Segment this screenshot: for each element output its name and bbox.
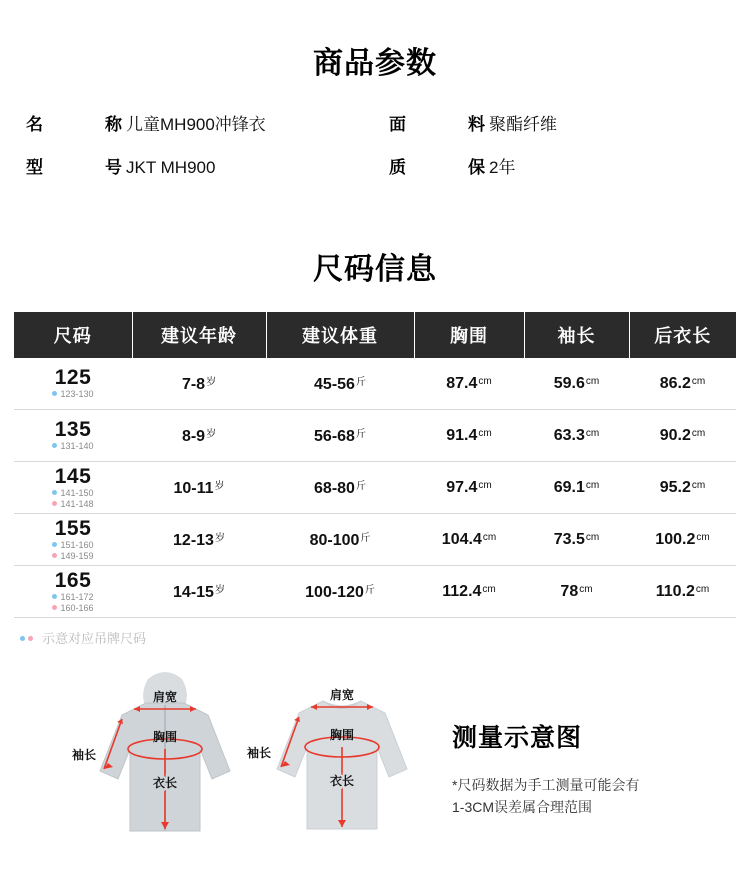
th-age: 建议年龄 bbox=[132, 312, 266, 358]
chest-value: 97.4 bbox=[446, 478, 478, 496]
dot-pink-icon bbox=[28, 636, 33, 641]
size-value: 155 bbox=[54, 517, 92, 541]
size-tag-pink bbox=[15, 552, 131, 561]
svg-text:衣长: 衣长 bbox=[329, 774, 355, 788]
weight-unit: 斤 bbox=[364, 585, 375, 596]
chest-unit: cm bbox=[478, 427, 492, 439]
size-value: 125 bbox=[54, 366, 92, 390]
svg-text:袖长: 袖长 bbox=[72, 748, 97, 762]
dot-blue-icon bbox=[52, 391, 57, 396]
age-unit: 岁 bbox=[214, 585, 225, 596]
legend-text: 示意对应吊牌尺码 bbox=[42, 631, 147, 646]
param-label-char-b: 称 bbox=[105, 115, 122, 134]
measure-note-line2: 1-3CM误差属合理范围 bbox=[452, 798, 593, 815]
length-unit: cm bbox=[691, 427, 706, 439]
length-value: 86.2 bbox=[659, 374, 691, 392]
th-length: 后衣长 bbox=[629, 312, 736, 358]
size-value: 135 bbox=[54, 418, 92, 442]
cell-weight bbox=[266, 358, 414, 410]
table-header-row bbox=[14, 312, 736, 358]
size-tag-blue bbox=[15, 489, 131, 498]
size-value: 145 bbox=[54, 465, 92, 489]
length-unit: cm bbox=[691, 375, 706, 387]
cell-length bbox=[629, 566, 736, 618]
cell-length bbox=[629, 514, 736, 566]
measure-note bbox=[452, 775, 732, 818]
size-tag-blue bbox=[15, 593, 131, 602]
weight-value: 45-56 bbox=[314, 376, 355, 393]
param-value-model: JKT MH900 bbox=[126, 158, 216, 177]
svg-text:衣长: 衣长 bbox=[152, 776, 178, 790]
param-value-material: 聚酯纤维 bbox=[489, 115, 557, 134]
jacket-figure bbox=[60, 663, 270, 853]
length-value: 110.2 bbox=[655, 582, 695, 600]
dot-blue-icon bbox=[52, 542, 57, 547]
cell-length bbox=[629, 410, 736, 462]
size-tag-pink-text: 149-159 bbox=[60, 550, 94, 561]
sleeve-unit: cm bbox=[585, 427, 600, 439]
sleeve-unit: cm bbox=[585, 531, 600, 543]
chest-value: 91.4 bbox=[446, 426, 478, 444]
th-weight: 建议体重 bbox=[266, 312, 414, 358]
legend-dots bbox=[20, 630, 36, 645]
weight-unit: 斤 bbox=[360, 533, 371, 544]
params-block bbox=[0, 110, 750, 178]
length-unit: cm bbox=[695, 583, 710, 595]
param-label-warranty bbox=[389, 153, 485, 178]
table-row bbox=[14, 566, 736, 618]
age-value: 10-11 bbox=[173, 480, 214, 497]
param-row bbox=[26, 110, 724, 135]
cell-chest bbox=[414, 462, 524, 514]
param-cell-name bbox=[26, 110, 361, 135]
dot-pink-icon bbox=[52, 605, 57, 610]
dot-blue-icon bbox=[52, 490, 57, 495]
svg-text:肩宽: 肩宽 bbox=[329, 688, 355, 702]
size-tag-legend bbox=[0, 618, 750, 647]
sleeve-value: 78 bbox=[560, 582, 579, 600]
cell-sleeve bbox=[524, 358, 629, 410]
cell-chest bbox=[414, 566, 524, 618]
param-label-char-c: 质 bbox=[389, 158, 406, 177]
param-label-char-c: 面 bbox=[389, 115, 406, 134]
length-unit: cm bbox=[691, 479, 706, 491]
page-title-params: 商品参数 bbox=[313, 47, 437, 80]
measurement-diagram bbox=[0, 655, 750, 865]
page-title-size: 尺码信息 bbox=[313, 253, 437, 286]
dot-pink-icon bbox=[52, 501, 57, 506]
param-label-material bbox=[389, 110, 485, 135]
size-tag-blue-text: 141-150 bbox=[60, 488, 94, 499]
sleeve-unit: cm bbox=[585, 375, 600, 387]
table-row bbox=[14, 462, 736, 514]
dot-blue-icon bbox=[20, 636, 25, 641]
param-label-char-b: 号 bbox=[105, 158, 122, 177]
size-table-wrap bbox=[0, 312, 750, 618]
cell-weight bbox=[266, 566, 414, 618]
size-tag-pink-text: 160-166 bbox=[60, 602, 94, 613]
size-tag-blue bbox=[15, 390, 131, 399]
sleeve-value: 59.6 bbox=[553, 374, 585, 392]
sleeve-unit: cm bbox=[585, 479, 600, 491]
measure-diagram-title: 测量示意图 bbox=[452, 724, 583, 752]
cell-chest bbox=[414, 514, 524, 566]
chest-unit: cm bbox=[482, 531, 497, 543]
param-label-name bbox=[26, 110, 122, 135]
dot-blue-icon bbox=[52, 594, 57, 599]
size-value: 165 bbox=[54, 569, 92, 593]
size-tag-blue-text: 123-130 bbox=[60, 389, 94, 400]
dot-blue-icon bbox=[52, 443, 57, 448]
cell-age bbox=[132, 514, 266, 566]
cell-length bbox=[629, 462, 736, 514]
cell-age bbox=[132, 410, 266, 462]
cell-size bbox=[14, 514, 132, 566]
cell-sleeve bbox=[524, 410, 629, 462]
param-label-model bbox=[26, 153, 122, 178]
svg-text:胸围: 胸围 bbox=[152, 730, 178, 744]
cell-size bbox=[14, 462, 132, 514]
size-tag-blue-text: 161-172 bbox=[60, 592, 94, 603]
chest-unit: cm bbox=[478, 375, 492, 387]
age-value: 14-15 bbox=[173, 584, 214, 601]
cell-weight bbox=[266, 410, 414, 462]
th-chest: 胸围 bbox=[414, 312, 524, 358]
length-value: 95.2 bbox=[659, 478, 691, 496]
param-value-warranty: 2年 bbox=[489, 158, 516, 177]
cell-size bbox=[14, 358, 132, 410]
age-value: 7-8 bbox=[181, 376, 206, 393]
sleeve-value: 73.5 bbox=[553, 530, 585, 548]
length-value: 100.2 bbox=[655, 530, 696, 548]
chest-value: 104.4 bbox=[441, 530, 482, 548]
svg-text:袖长: 袖长 bbox=[247, 746, 272, 760]
weight-value: 56-68 bbox=[314, 428, 355, 445]
cell-sleeve bbox=[524, 462, 629, 514]
param-row bbox=[26, 153, 724, 178]
th-size: 尺码 bbox=[14, 312, 132, 358]
cell-size bbox=[14, 566, 132, 618]
table-row bbox=[14, 514, 736, 566]
param-label-char-a: 名 bbox=[26, 115, 43, 134]
cell-size bbox=[14, 410, 132, 462]
cell-weight bbox=[266, 462, 414, 514]
size-tag-blue-text: 151-160 bbox=[60, 540, 94, 551]
svg-text:胸围: 胸围 bbox=[329, 728, 355, 742]
cell-chest bbox=[414, 358, 524, 410]
sweater-figure bbox=[245, 683, 445, 853]
cell-sleeve bbox=[524, 514, 629, 566]
weight-value: 80-100 bbox=[309, 532, 360, 549]
cell-age bbox=[132, 462, 266, 514]
age-unit: 岁 bbox=[206, 377, 217, 388]
age-unit: 岁 bbox=[214, 533, 225, 544]
param-label-char-a: 型 bbox=[26, 158, 43, 177]
age-value: 8-9 bbox=[181, 428, 206, 445]
size-tag-blue bbox=[15, 442, 131, 451]
th-sleeve: 袖长 bbox=[524, 312, 629, 358]
age-unit: 岁 bbox=[214, 481, 225, 492]
table-row bbox=[14, 358, 736, 410]
sleeve-value: 69.1 bbox=[553, 478, 585, 496]
size-tag-blue-text: 131-140 bbox=[60, 441, 94, 452]
measure-note-line1: *尺码数据为手工测量可能会有 bbox=[452, 777, 640, 793]
size-tag-pink bbox=[15, 604, 131, 613]
cell-length bbox=[629, 358, 736, 410]
weight-unit: 斤 bbox=[355, 429, 366, 440]
cell-sleeve bbox=[524, 566, 629, 618]
param-label-char-d: 料 bbox=[468, 115, 485, 134]
chest-value: 112.4 bbox=[442, 582, 482, 600]
dot-pink-icon bbox=[52, 553, 57, 558]
weight-value: 68-80 bbox=[314, 480, 355, 497]
param-value-name: 儿童MH900冲锋衣 bbox=[126, 115, 266, 134]
param-cell-material bbox=[361, 110, 724, 135]
size-tag-blue bbox=[15, 541, 131, 550]
chest-value: 87.4 bbox=[446, 374, 478, 392]
length-unit: cm bbox=[696, 531, 710, 543]
cell-chest bbox=[414, 410, 524, 462]
cell-age bbox=[132, 566, 266, 618]
param-cell-warranty bbox=[361, 153, 724, 178]
weight-value: 100-120 bbox=[305, 584, 364, 601]
size-tag-pink-text: 141-148 bbox=[60, 498, 94, 509]
age-unit: 岁 bbox=[206, 429, 217, 440]
weight-unit: 斤 bbox=[355, 377, 366, 388]
param-cell-model bbox=[26, 153, 361, 178]
length-value: 90.2 bbox=[659, 426, 691, 444]
svg-text:肩宽: 肩宽 bbox=[152, 690, 178, 704]
size-table bbox=[14, 312, 736, 618]
age-value: 12-13 bbox=[173, 532, 214, 549]
table-row bbox=[14, 410, 736, 462]
chest-unit: cm bbox=[478, 479, 492, 491]
sleeve-unit: cm bbox=[579, 583, 593, 595]
sleeve-value: 63.3 bbox=[553, 426, 585, 444]
param-label-char-d: 保 bbox=[468, 158, 485, 177]
weight-unit: 斤 bbox=[355, 481, 366, 492]
size-tag-pink bbox=[15, 500, 131, 509]
cell-age bbox=[132, 358, 266, 410]
cell-weight bbox=[266, 514, 414, 566]
chest-unit: cm bbox=[482, 583, 496, 595]
